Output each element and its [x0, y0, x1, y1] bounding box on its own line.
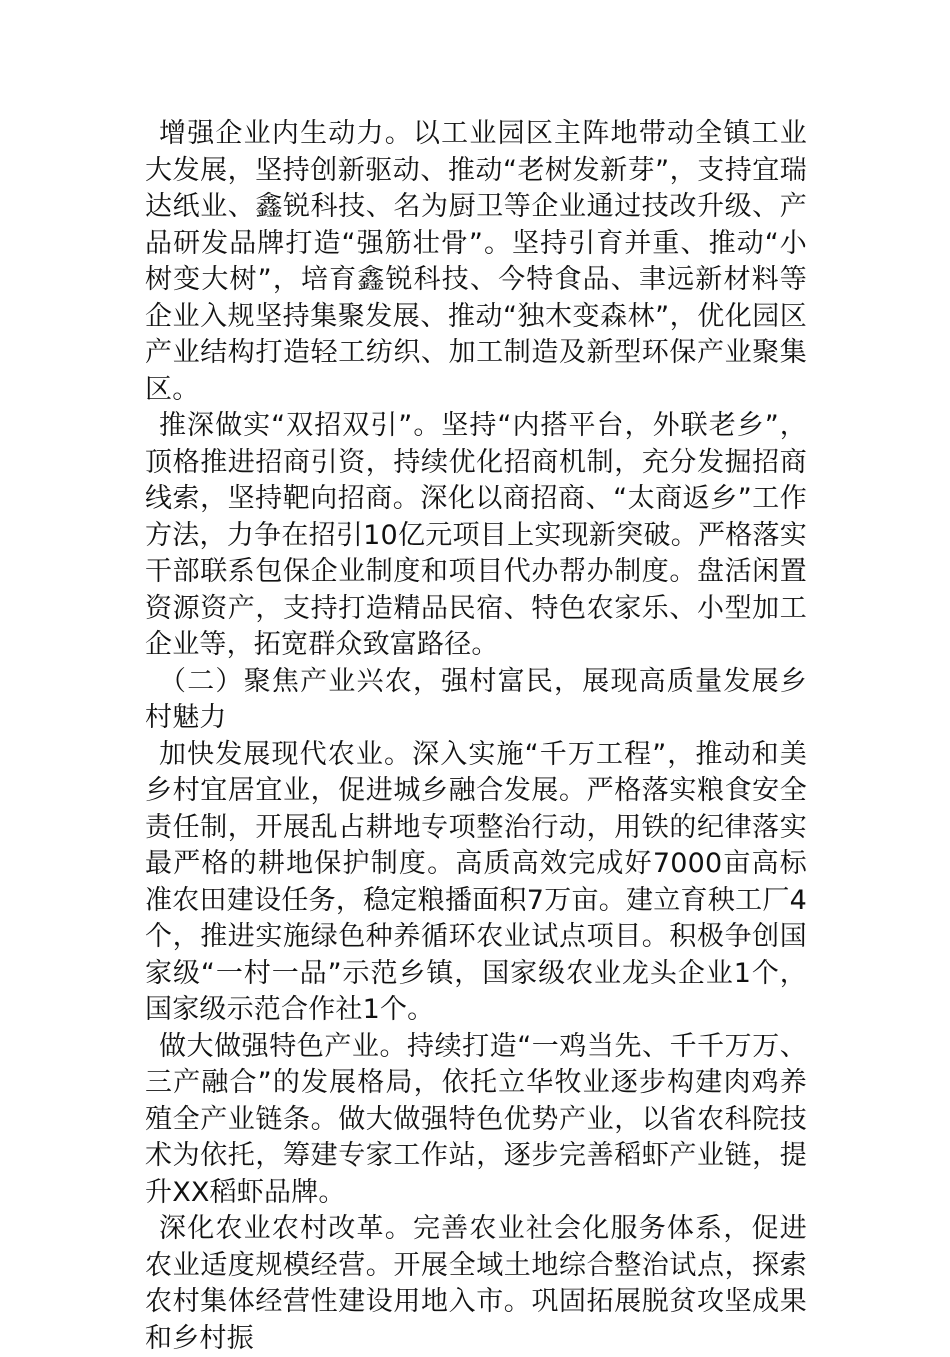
paragraph-industry-vitality: 增强企业内生动力。以工业园区主阵地带动全镇工业大发展，坚持创新驱动、推动“老树发新芽”，支持宜瑞达纸业、鑫锐科技、名为厨卫等企业通过技改升级、产品研发品牌打造“强筋壮骨”。坚持引育并重、推动“小树变大树”，培育鑫锐科技、今特食品、聿远新材料等企业入规坚持集聚发展、推动“独木变森林”，优化园区产业结构打造轻工纺织、加工制造及新型环保产业聚集区。: [145, 118, 807, 405]
paragraph-modern-agriculture: 加快发展现代农业。深入实施“千万工程”，推动和美乡村宜居宜业，促进城乡融合发展。严格落实粮食安全责任制，开展乱占耕地专项整治行动，用铁的纪律落实最严格的耕地保护制度。高质高效完成好7000亩高标准农田建设任务，稳定粮播面积7万亩。建立育秧工厂4个，推进实施绿色种养循环农业试点项目。积极争创国家级“一村一品”示范乡镇，国家级农业龙头企业1个，国家级示范合作社1个。: [145, 738, 807, 1025]
paragraph-rural-reform: 深化农业农村改革。完善农业社会化服务体系，促进农业适度规模经营。开展全域土地综合整治试点，探索农村集体经营性建设用地入市。巩固拓展脱贫攻坚成果和乡村振: [145, 1213, 807, 1354]
paragraph-featured-industry: 做大做强特色产业。持续打造“一鸡当先、千千万万、三产融合”的发展格局，依托立华牧业逐步构建肉鸡养殖全产业链条。做大做强特色优势产业，以省农科院技术为依托，筹建专家工作站，逐步完善稻虾产业链，提升XX稻虾品牌。: [145, 1030, 807, 1208]
paragraph-investment-attraction: 推深做实“双招双引”。坚持“内搭平台，外联老乡”，顶格推进招商引资，持续优化招商机制，充分发掘招商线索，坚持靶向招商。深化以商招商、“太商返乡”工作方法，力争在招引10亿元项目上实现新突破。严格落实干部联系包保企业制度和项目代办帮办制度。盘活闲置资源资产，支持打造精品民宿、特色农家乐、小型加工企业等，拓宽群众致富路径。: [145, 410, 807, 660]
section-heading-two: （二）聚焦产业兴农，强村富民，展现高质量发展乡村魅力: [145, 665, 807, 733]
document-body: [145, 116, 807, 1357]
